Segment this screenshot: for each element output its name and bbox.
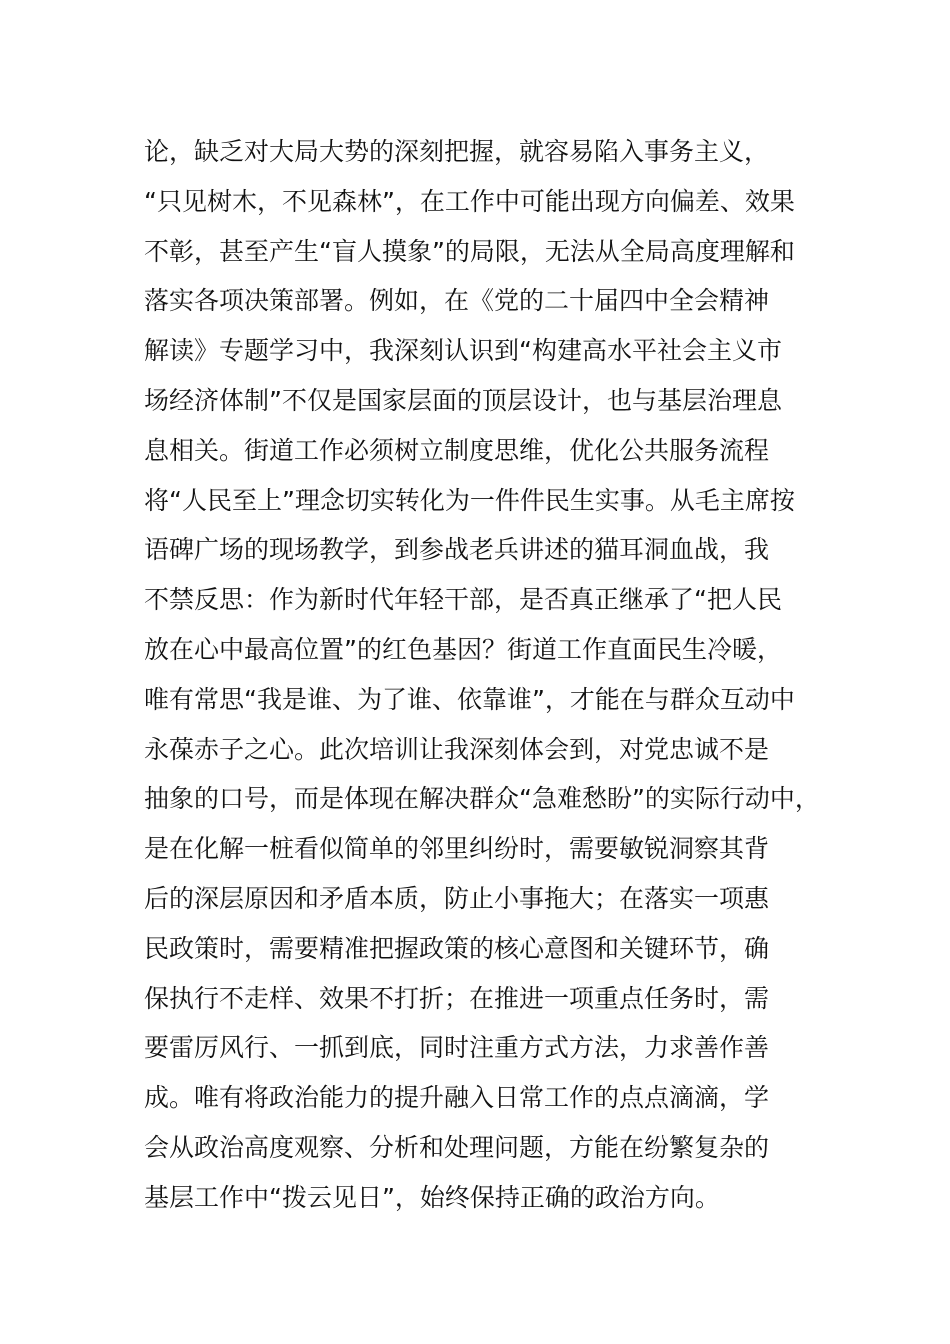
text-line: 是在化解一桩看似简单的邻里纠纷时，需要敏锐洞察其背 — [144, 834, 770, 864]
text-line: 不彰，甚至产生“盲人摸象”的局限，无法从全局高度理解和 — [144, 236, 795, 266]
text-line: 放在心中最高位置”的红色基因？街道工作直面民生冷暖， — [144, 634, 782, 664]
text-line: 抽象的口号，而是体现在解决群众“急难愁盼”的实际行动中， — [144, 784, 820, 814]
text-line: 永葆赤子之心。此次培训让我深刻体会到，对党忠诚不是 — [144, 734, 770, 764]
text-line: 后的深层原因和矛盾本质，防止小事拖大；在落实一项惠 — [144, 883, 770, 913]
text-line: 场经济体制”不仅是国家层面的顶层设计，也与基层治理息 — [144, 385, 782, 415]
text-line: 解读》专题学习中，我深刻认识到“构建高水平社会主义市 — [144, 336, 782, 366]
text-line: “只见树木，不见森林”，在工作中可能出现方向偏差、效果 — [144, 186, 795, 216]
text-line: 语碑广场的现场教学，到参战老兵讲述的猫耳洞血战，我 — [144, 535, 770, 565]
text-line: 保执行不走样、效果不打折；在推进一项重点任务时，需 — [144, 983, 770, 1013]
text-line: 成。唯有将政治能力的提升融入日常工作的点点滴滴，学 — [144, 1083, 770, 1113]
text-line: 要雷厉风行、一抓到底，同时注重方式方法，力求善作善 — [144, 1033, 770, 1063]
text-line: 不禁反思：作为新时代年轻干部，是否真正继承了“把人民 — [144, 585, 782, 615]
text-line: 会从政治高度观察、分析和处理问题，方能在纷繁复杂的 — [144, 1132, 770, 1162]
body-paragraph — [144, 127, 844, 1223]
text-line: 唯有常思“我是谁、为了谁、依靠谁”，才能在与群众互动中 — [144, 684, 795, 714]
text-line: 落实各项决策部署。例如，在《党的二十届四中全会精神 — [144, 286, 770, 316]
text-line: 基层工作中“拨云见日”，始终保持正确的政治方向。 — [144, 1182, 720, 1212]
text-line: 民政策时，需要精准把握政策的核心意图和关键环节，确 — [144, 933, 770, 963]
text-line: 息相关。街道工作必须树立制度思维，优化公共服务流程 — [144, 435, 770, 465]
text-line: 将“人民至上”理念切实转化为一件件民生实事。从毛主席按 — [144, 485, 795, 515]
text-line: 论，缺乏对大局大势的深刻把握，就容易陷入事务主义， — [144, 137, 770, 166]
